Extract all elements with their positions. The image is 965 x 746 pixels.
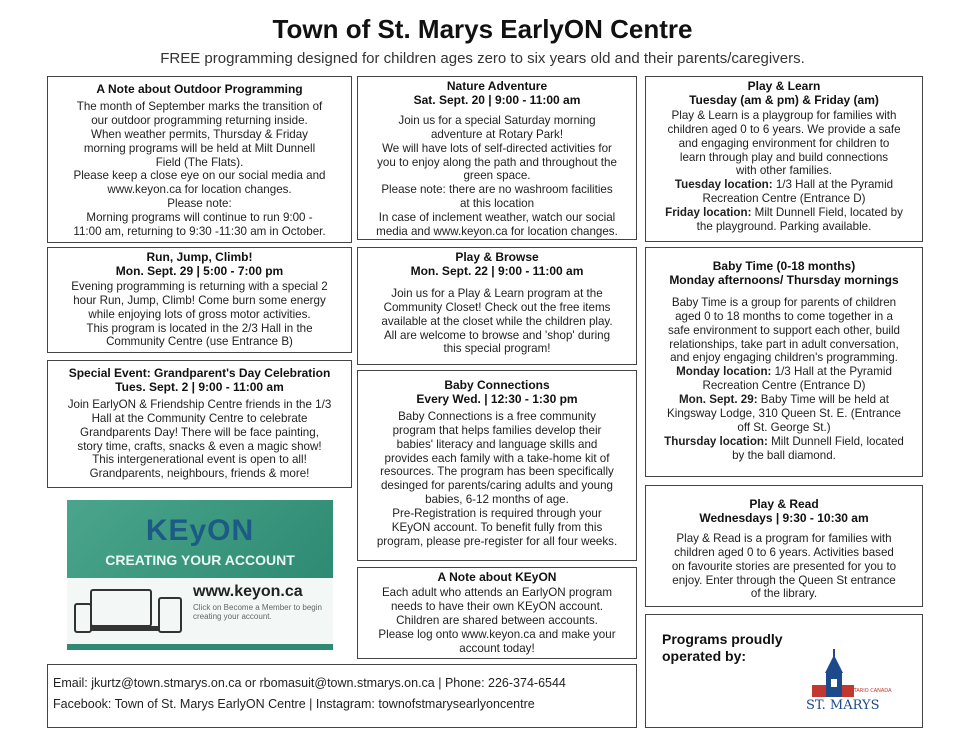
keyon-note-box (357, 567, 637, 659)
page-subtitle: FREE programming designed for children ages zero to six years old and their parents/caregivers. (160, 50, 805, 67)
play-learn-heading: Play & Learn (747, 79, 821, 93)
run-jump-heading: Run, Jump, Climb! (146, 250, 253, 264)
play-read-body: Play & Read is a program for families with children aged 0 to 6 years. Activities based on favourite stories are presented for you to enjoy. Enter through the Queen St entrance of the library. (671, 531, 897, 601)
st-marys-logo-name: ST. MARYS (806, 698, 880, 713)
keyon-banner (67, 500, 333, 650)
baby-time-body: Baby Time is a group for parents of children aged 0 to 18 months to come together in a safe environment to support each other, build relationships, take part in adult conversation, and enjoy engaging children's programming. Monday location: 1/3 Hall at the Pyramid Recreation Centre (Entrance D) Mon. Sept. 29: Baby Time will be held at Kingsway Lodge, 310 Queen St. E. (Entrance off St. George St.) Thursday location: Milt Dunnell Field, located by the ball diamond. (664, 295, 904, 462)
nature-date: Sat. Sept. 20 | 9:00 - 11:00 am (413, 92, 581, 107)
run-jump-body: Evening programming is returning with a special 2 hour Run, Jump, Climb! Come burn some energy while enjoying lots of gross motor activities. This program is located in the 2/3 Hall in the Community Centre (use Entrance B) (71, 279, 328, 349)
play-read-date: Wednesdays | 9:30 - 10:30 am (699, 510, 869, 525)
play-learn-body: Play & Learn is a playgroup for families with children aged 0 to 6 years. We provide a safe and engaging environment for children to learn through play and build connections with other families. Tuesday location: 1/3 Hall at the Pyramid Recreation Centre (Entrance D) Friday location: Milt Dunnell Field, located by the playground. Parking available. (665, 108, 903, 234)
play-read-heading: Play & Read (749, 497, 819, 511)
operated-by-box (645, 614, 923, 728)
contact-box (47, 664, 637, 728)
contact-email-line: Email: jkurtz@town.stmarys.on.ca or rbomasuit@town.stmarys.on.ca | Phone: 226-374-6544 (53, 676, 566, 690)
run-jump-climb-box (47, 247, 352, 353)
contact-facebook-line: Facebook: Town of St. Marys EarlyON Centre | Instagram: townofstmarysearlyoncentre (53, 697, 535, 711)
nature-adventure-box (357, 76, 637, 240)
baby-time-date: Monday afternoons/ Thursday mornings (669, 272, 899, 287)
play-browse-date: Mon. Sept. 22 | 9:00 - 11:00 am (410, 263, 584, 278)
grandparents-body: Join EarlyON & Friendship Centre friends in the 1/3 Hall at the Community Centre to celebrate Grandparents Day! There will be face painting, story time, crafts, snacks & even a magic show! This intergenerational event is open to all! Grandparents, neighbours, friends & more! (67, 397, 332, 481)
outdoor-note-box (47, 76, 352, 243)
nature-heading: Nature Adventure (446, 79, 548, 93)
outdoor-note-body: The month of September marks the transition of our outdoor programming returning inside. When weather permits, Thursday & Friday morning programs will be held at Milt Dunnell Field (The Flats). Please keep a close eye on our social media and www.keyon.ca for location changes. Please note: Morning programs will continue to run 9:00 - 11:00 am, returning to 9:30 -11:30 am in October. (73, 99, 326, 239)
play-browse-box (357, 247, 637, 365)
devices-icon (73, 584, 185, 640)
run-jump-date: Mon. Sept. 29 | 5:00 - 7:00 pm (115, 263, 284, 278)
keyon-instructions: Click on Become a Member to begin creating your account. (193, 603, 322, 621)
grandparents-date: Tues. Sept. 2 | 9:00 - 11:00 am (115, 379, 284, 394)
keyon-url: www.keyon.ca (193, 583, 303, 600)
outdoor-note-heading: A Note about Outdoor Programming (96, 82, 303, 96)
st-marys-logo (806, 645, 906, 715)
play-learn-date: Tuesday (am & pm) & Friday (am) (689, 92, 879, 107)
play-read-box (645, 485, 923, 607)
baby-connections-heading: Baby Connections (444, 378, 550, 392)
keyon-caption: CREATING YOUR ACCOUNT (105, 552, 295, 568)
keyon-note-body: Each adult who attends an EarlyON program needs to have their own KEyON account. Children are shared between accounts. Please log onto www.keyon.ca and make your account today! (378, 585, 616, 655)
play-learn-box (645, 76, 923, 242)
keyon-note-heading: A Note about KEyON (437, 570, 557, 584)
operated-by-text: Programs proudly operated by: (662, 631, 783, 664)
grandparents-day-box (47, 360, 352, 488)
page-title: Town of St. Marys EarlyON Centre (272, 14, 693, 44)
baby-connections-box (357, 370, 637, 561)
baby-connections-date: Every Wed. | 12:30 - 1:30 pm (416, 391, 578, 406)
play-browse-body: Join us for a Play & Learn program at the Community Closet! Check out the free items available at the closet while the children play. All are welcome to browse and 'shop' during this special program! (381, 286, 613, 356)
st-marys-logo-small: ONTARIO CANADA (846, 688, 892, 694)
baby-connections-body: Baby Connections is a free community program that helps families develop their babies' literacy and language skills and provides each family with a take-home kit of resources. The program has been specifically desinged for parents/caring adults and young babies, 6-12 months of age. Pre-Registration is required through your KEyON account. To benefit fully from this program, please pre-register for all four weeks. (376, 409, 618, 548)
nature-body: Join us for a special Saturday morning adventure at Rotary Park! We will have lots of self-directed activities for you to enjoy along the path and throughout the green space. Please note: there are no washroom facilities at this location In case of inclement weather, watch our social media and www.keyon.ca for location changes. (376, 113, 618, 239)
baby-time-heading: Baby Time (0-18 months) (712, 259, 856, 273)
baby-time-box (645, 247, 923, 477)
play-browse-heading: Play & Browse (455, 250, 539, 264)
keyon-logo: KEyON (145, 514, 255, 547)
grandparents-heading: Special Event: Grandparent's Day Celebration (68, 366, 331, 380)
